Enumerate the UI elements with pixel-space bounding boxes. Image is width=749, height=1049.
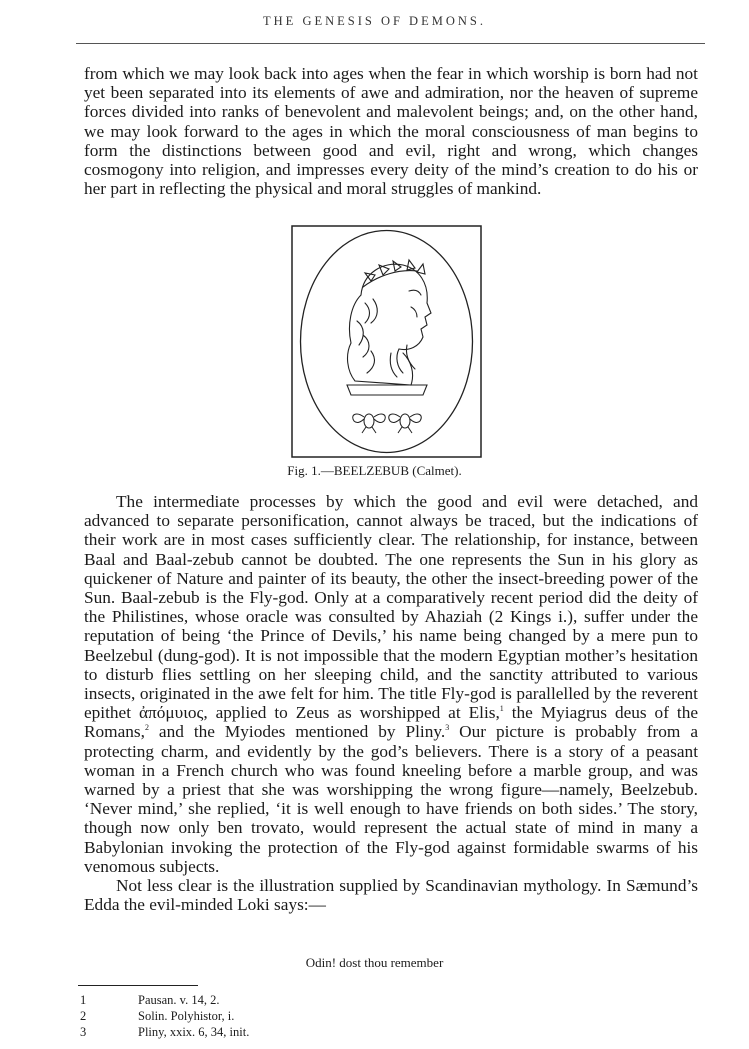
- paragraph-2-part-a: The intermediate processes by which the good and evil were detached, and advanced to separate personification, cannot always be traced, but the indications of their work are in most cases sufficiently clear. The relationship, for instance, between Baal and Baal-zebub cannot be doubted. The one represents the Sun in his glory as quickener of Nature and painter of its beauty, the other the insect-breeding power of the Sun. Baal-zebub is the Fly-god. Only at a comparatively recent period did the deity of the Philistines, whose oracle was consulted by Ahaziah (2 Kings i.), suffer under the reputation of being ‘the Prince of Devils,’ his name being changed by a mere pun to Beelzebul (dung-god). It is not impossible that the modern Egyptian mother’s hesitation to disturb flies settling on her sleeping child, and the sanctity attributed to various insects, originated in the awe felt for him. The title Fly-god is parallelled by the reverent epithet ἀπόμυιος, applied to Zeus as worshipped at Elis,: [84, 492, 698, 723]
- footnote-1: [80, 992, 249, 1008]
- paragraph-2-part-c: and the Myiodes mentioned by Pliny.: [148, 722, 446, 742]
- footnote-text: Pliny, xxix. 6, 34, init.: [138, 1025, 250, 1039]
- footnotes: [80, 992, 249, 1040]
- verse-line: Odin! dost thou remember: [305, 955, 444, 970]
- figure-caption: Fig. 1.—BEELZEBUB (Calmet).: [287, 463, 462, 478]
- footnote-ref-2: 2: [144, 723, 149, 733]
- paragraph-2-part-b: the Myiagrus deus of the Romans,: [84, 703, 698, 742]
- footnote-ref-3: 3: [445, 723, 450, 733]
- footnote-3: [80, 1024, 249, 1040]
- footnote-number: 3: [80, 1025, 87, 1039]
- header-rule: [76, 43, 705, 44]
- footnote-text: Pausan. v. 14, 2.: [138, 993, 220, 1007]
- paragraph-1: from which we may look back into ages when the fear in which worship is born had not yet been separated into its elements of awe and admiration, nor the heaven of supreme forces divided into ranks of benevolent and malevolent beings; and, on the other hand, we may look forward to the ages in which the moral consciousness of man begins to form the distinctions between good and evil, right and wrong, which changes cosmogony into religion, and impresses every deity of the mind’s creation to do his or her part in reflecting the physical and moral struggles of mankind.: [84, 64, 698, 199]
- paragraph-3: Not less clear is the illustration supplied by Scandinavian mythology. In Sæmund’s Edda the evil-minded Loki says:—: [84, 876, 698, 915]
- footnote-ref-1: 1: [499, 704, 504, 714]
- paragraph-2: [84, 492, 698, 914]
- running-head: THE GENESIS OF DEMONS.: [263, 14, 486, 28]
- footnote-rule: [78, 985, 198, 986]
- beelzebub-engraving: [291, 225, 482, 458]
- paragraph-2-part-d: Our picture is probably from a protecting charm, and evidently by the god’s believers. There is a story of a peasant woman in a French church who was found kneeling before a marble group, and was warned by a priest that she was worshipping the wrong figure—namely, Beelzebub. ‘Never mind,’ she replied, ‘it is well enough to have friends on both sides.’ The story, though now only ben trovato, would represent the actual state of mind in many a Babylonian invoking the protection of the Fly-god against formidable swarms of his venomous subjects.: [84, 722, 698, 876]
- footnote-2: [80, 1008, 249, 1024]
- footnote-number: 1: [80, 993, 87, 1007]
- footnote-text: Solin. Polyhistor, i.: [138, 1009, 235, 1023]
- footnote-number: 2: [80, 1009, 87, 1023]
